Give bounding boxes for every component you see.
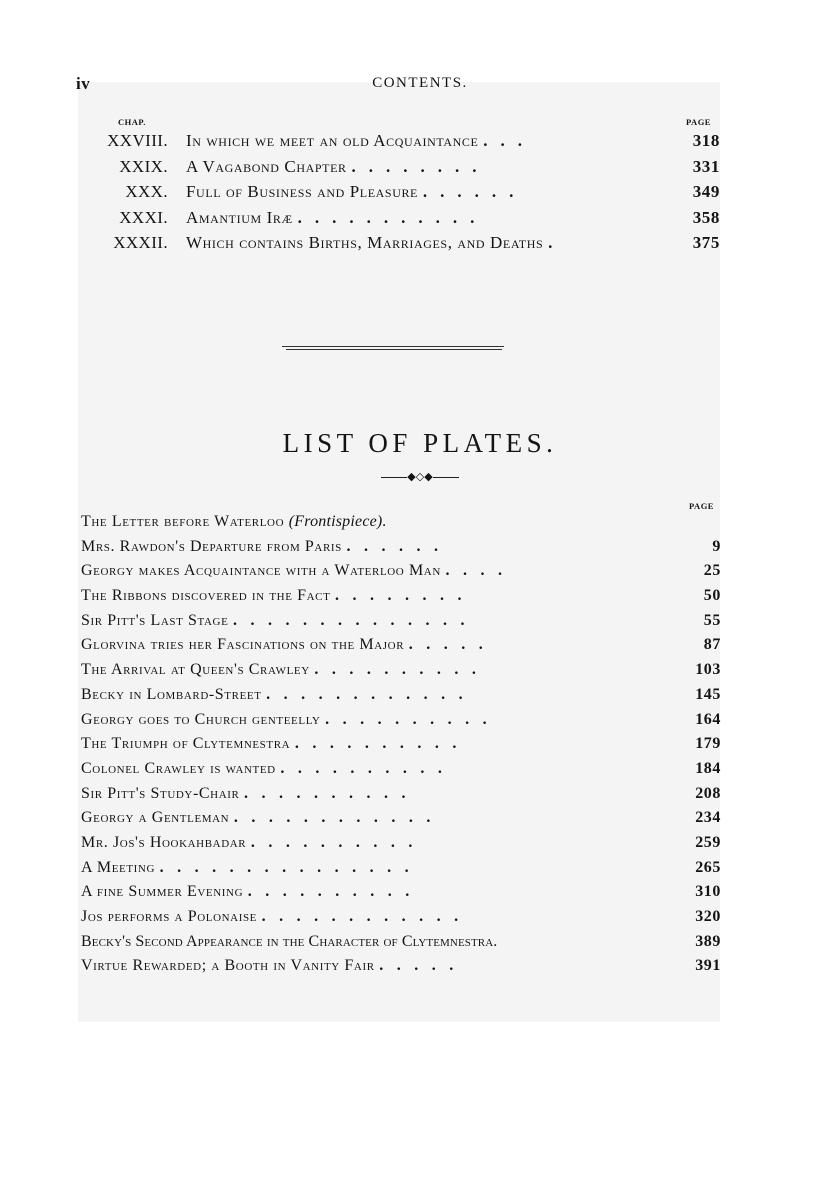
plate-row[interactable]	[81, 661, 721, 686]
plate-page: 208	[695, 784, 721, 802]
plate-row[interactable]	[81, 612, 721, 637]
chapter-page: 349	[692, 182, 720, 201]
plate-row[interactable]	[81, 636, 721, 661]
plate-page: 310	[695, 883, 721, 901]
plate-title: The Triumph of Clytemnestra ..........	[81, 735, 470, 753]
plate-title: Glorvina tries her Fascinations on the Major .....	[81, 636, 497, 654]
page-number: iv	[76, 74, 91, 93]
plate-row[interactable]	[81, 562, 721, 587]
chapter-page: 318	[692, 131, 720, 150]
plate-list	[81, 513, 721, 982]
chapter-number: XXIX.	[119, 156, 168, 176]
chapter-row[interactable]	[80, 131, 720, 157]
chapter-number: XXX.	[125, 182, 168, 201]
plate-title: A fine Summer Evening ..........	[81, 883, 423, 901]
plate-title: Mr. Jos's Hookahbadar ..........	[81, 833, 426, 851]
divider-rule	[282, 346, 504, 347]
plate-row[interactable]	[81, 711, 721, 736]
chapter-title: In which we meet an old Acquaintance ...	[186, 131, 536, 150]
plate-page: 164	[695, 710, 721, 728]
plate-row[interactable]	[81, 538, 721, 563]
plate-title: Mrs. Rawdon's Departure from Paris ......	[81, 537, 452, 555]
plate-row[interactable]	[81, 809, 721, 834]
plate-title: The Ribbons discovered in the Fact ........	[81, 587, 476, 605]
plate-row[interactable]	[81, 957, 721, 982]
chapter-number: XXXII.	[113, 233, 168, 252]
plate-page: 265	[695, 858, 721, 876]
ornament-divider	[0, 470, 840, 483]
plate-title: Georgy makes Acquaintance with a Waterloo Man ....	[81, 562, 516, 580]
page-header	[0, 74, 840, 98]
plate-title: Jos performs a Polonaise ............	[81, 908, 472, 925]
plate-title: Georgy a Gentleman ............	[81, 809, 444, 827]
plate-title: Sir Pitt's Last Stage ..............	[81, 611, 479, 629]
chapter-number: XXVIII.	[107, 131, 168, 150]
plate-row[interactable]	[81, 908, 721, 933]
plate-row[interactable]	[81, 785, 721, 810]
plate-page: 234	[695, 809, 721, 827]
ornament-icon: ◆◇◆	[407, 471, 433, 483]
plate-row[interactable]	[81, 587, 721, 612]
plate-title: Sir Pitt's Study-Chair ..........	[81, 784, 420, 802]
chap-column-label: CHAP.	[118, 117, 146, 127]
chapter-title: Amantium Iræ ...........	[186, 207, 488, 227]
plate-page: 145	[695, 685, 721, 703]
plate-page: 50	[703, 587, 721, 605]
plate-page: 103	[695, 661, 721, 679]
chapter-page: 331	[692, 156, 720, 176]
plates-heading: LIST OF PLATES.	[282, 428, 558, 458]
plate-page: 25	[703, 562, 721, 580]
plate-title: A Meeting ...............	[81, 858, 423, 876]
plate-row[interactable]	[81, 859, 721, 884]
chapter-page: 358	[692, 207, 720, 227]
divider-rule	[286, 349, 502, 350]
plate-page: 389	[695, 932, 721, 950]
plate-title: Virtue Rewarded; a Booth in Vanity Fair .....	[81, 957, 467, 975]
chapter-row[interactable]	[80, 208, 720, 234]
plate-page: 184	[695, 759, 721, 777]
plate-title: Georgy goes to Church genteelly ..........	[81, 710, 501, 728]
plate-row[interactable]	[81, 513, 721, 538]
chapter-row[interactable]	[80, 157, 720, 183]
plate-page: 9	[712, 537, 721, 555]
plate-page: 55	[703, 611, 721, 629]
chapter-page: 375	[692, 233, 720, 252]
plate-title: Becky in Lombard-Street ............	[81, 685, 477, 703]
plate-page: 259	[695, 833, 721, 851]
plate-page: 179	[695, 735, 721, 753]
running-title: CONTENTS.	[372, 75, 468, 91]
page-column-label: PAGE	[686, 117, 711, 127]
plates-page-label: PAGE	[689, 501, 714, 511]
plate-page: 320	[695, 908, 721, 925]
chapter-number: XXXI.	[119, 207, 168, 227]
plate-note: (Frontispiece).	[288, 513, 387, 530]
plate-title: Becky's Second Appearance in the Character of Clytemnestra.	[81, 932, 498, 950]
plate-page: 87	[703, 636, 721, 654]
plate-row[interactable]	[81, 760, 721, 785]
plate-title: The Arrival at Queen's Crawley ..........	[81, 661, 490, 679]
chapter-title: Which contains Births, Marriages, and Deaths .	[186, 233, 566, 252]
plate-title: The Letter before Waterloo (Frontispiece).	[81, 513, 387, 530]
chapter-list	[80, 131, 720, 259]
chapter-title: Full of Business and Pleasure ......	[186, 182, 527, 201]
plate-row[interactable]	[81, 933, 721, 958]
chapter-row[interactable]	[80, 233, 720, 259]
plate-row[interactable]	[81, 686, 721, 711]
plate-row[interactable]	[81, 735, 721, 760]
chapter-title: A Vagabond Chapter ........	[186, 156, 490, 176]
plate-page: 391	[695, 957, 721, 975]
plate-title: Colonel Crawley is wanted ..........	[81, 759, 456, 777]
plate-row[interactable]	[81, 883, 721, 908]
chapter-row[interactable]	[80, 182, 720, 208]
plate-row[interactable]	[81, 834, 721, 859]
